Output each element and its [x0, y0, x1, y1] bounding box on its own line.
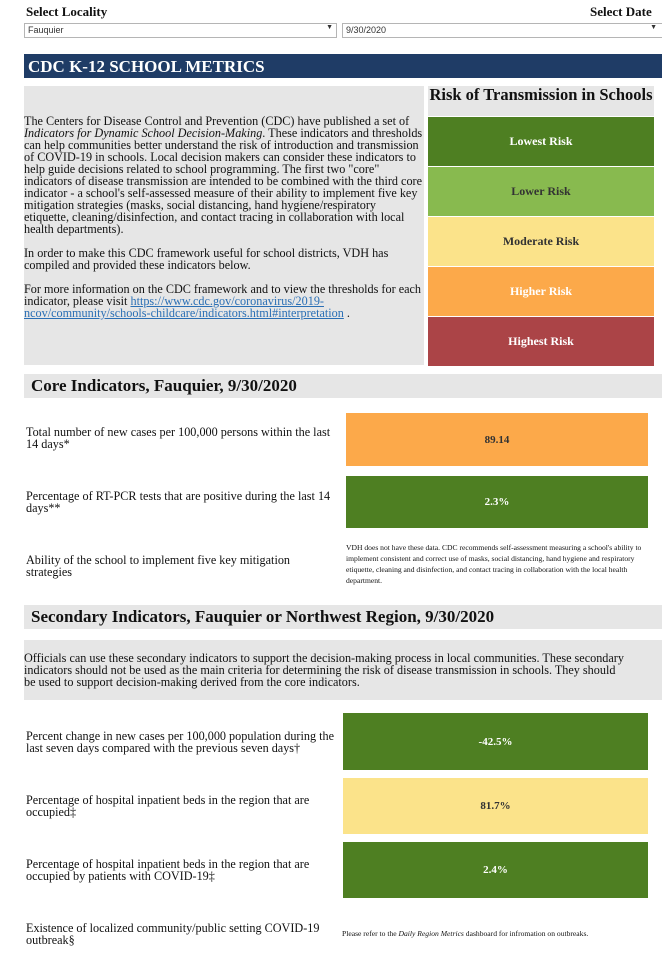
page-title-banner: CDC K-12 SCHOOL METRICS	[24, 54, 662, 78]
intro-paragraph-1: The Centers for Disease Control and Prevention (CDC) have published a set of Indicators for Dynamic School Decision-Making. These indicators and thresholds can help communities better understand the risk of introduction and transmission of COVID-19 in schools. Local decision makers can consider these indicators to help guide decisions related to school programming. The first two "core" indicators of disease transmission are intended to be combined with the third core indicator - a school's self-assessed measure of their ability to implement five key mitigation strategies (masks, social distancing, hand hygiene/respiratory etiquette, cleaning/disinfection, and contact tracing in collaboration with local health departments).	[24, 114, 423, 236]
secondary-indicator-covid-beds-value: 2.4%	[343, 842, 648, 898]
secondary-indicator-beds-occupied-value: 81.7%	[343, 778, 648, 834]
secondary-indicator-case-change-value: -42.5%	[343, 713, 648, 770]
core-indicators-heading: Core Indicators, Fauquier, 9/30/2020	[24, 374, 662, 398]
locality-dropdown[interactable]	[24, 23, 337, 38]
core-indicator-mitigation-note: VDH does not have these data. CDC recommends self-assessment measuring a school's ability to implement consistent and correct use of masks, social distancing, hand hygiene and respiratory etiquette, cleaning and disinfection, and contact tracing in collaboration with the local health department.	[346, 543, 642, 585]
risk-level-higher-risk: Higher Risk	[428, 267, 654, 316]
secondary-indicator-beds-occupied-label: Percentage of hospital inpatient beds in the region that are occupied‡	[26, 793, 310, 819]
secondary-intro-line-3: be used to support decision-making derived from the core indicators.	[24, 675, 360, 689]
secondary-indicator-outbreak-label: Existence of localized community/public setting COVID-19 outbreak§	[26, 921, 320, 947]
chevron-down-icon: ▼	[650, 24, 657, 31]
locality-dropdown-value: Fauquier	[28, 25, 64, 35]
secondary-indicator-covid-beds-label: Percentage of hospital inpatient beds in the region that are occupied by patients with COVID-19‡	[26, 857, 310, 883]
risk-level-lowest-risk: Lowest Risk	[428, 117, 654, 166]
core-indicator-cases-label: Total number of new cases per 100,000 persons within the last 14 days*	[26, 425, 331, 451]
secondary-intro-line-1: Officials can use these secondary indicators to support the decision-making process in local communities. These secondary	[24, 651, 624, 665]
date-dropdown-value: 9/30/2020	[346, 25, 387, 35]
intro-panel	[24, 86, 424, 365]
secondary-indicators-heading: Secondary Indicators, Fauquier or Northwest Region, 9/30/2020	[24, 605, 662, 629]
secondary-intro-panel	[24, 640, 662, 700]
risk-level-highest-risk: Highest Risk	[428, 317, 654, 366]
chevron-down-icon: ▼	[326, 24, 333, 31]
core-indicator-mitigation-label: Ability of the school to implement five key mitigation strategies	[26, 553, 291, 579]
cdc-framework-link[interactable]: https://www.cdc.gov/coronavirus/2019-ncov/community/schools-childcare/indicators.html#interpretation	[24, 294, 344, 320]
risk-level-moderate-risk: Moderate Risk	[428, 217, 654, 266]
risk-level-lower-risk: Lower Risk	[428, 167, 654, 216]
daily-region-metrics-ref[interactable]: Daily Region Metrics	[398, 929, 464, 938]
date-filter-label: Select Date	[590, 4, 652, 19]
core-indicator-cases-value: 89.14	[346, 413, 648, 466]
secondary-indicator-case-change-label: Percent change in new cases per 100,000 population during the last seven days compared with the previous seven days†	[26, 729, 334, 755]
core-indicator-positivity-label: Percentage of RT-PCR tests that are positive during the last 14 days**	[26, 489, 331, 515]
locality-filter-label: Select Locality	[26, 4, 108, 19]
secondary-intro-line-2: indicators should not be used as the main criteria for determining the risk of disease transmission in schools. They should	[24, 663, 616, 677]
intro-paragraph-2: In order to make this CDC framework useful for school districts, VDH has compiled and provided these indicators below.	[24, 246, 389, 272]
date-dropdown[interactable]	[342, 23, 662, 38]
indicators-title: Indicators for Dynamic School Decision-Making	[24, 126, 263, 140]
risk-legend-title: Risk of Transmission in Schools	[428, 86, 654, 116]
secondary-indicator-outbreak-note: Please refer to the Daily Region Metrics dashboard for infromation on outbreaks.	[342, 929, 589, 938]
core-indicator-positivity-value: 2.3%	[346, 476, 648, 528]
intro-paragraph-3: For more information on the CDC framework and to view the thresholds for each indicator, please visit https://www.cdc.gov/coronavirus/2019-ncov/community/schools-childcare/indicators.html#interpretation .	[24, 282, 422, 320]
